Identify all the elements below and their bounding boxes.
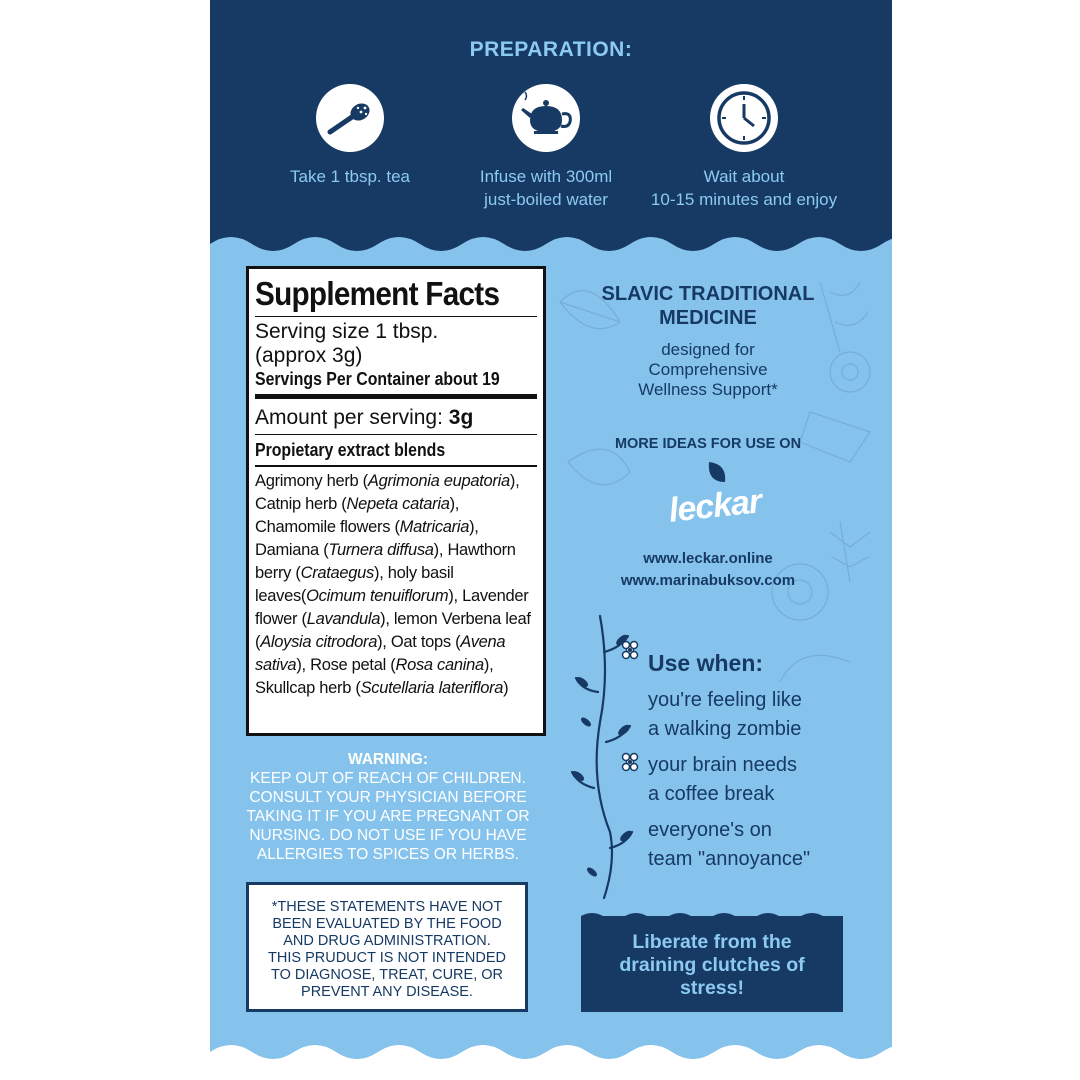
list-item xyxy=(648,686,858,744)
flower-vine-illustration xyxy=(570,612,642,902)
step-infuse xyxy=(446,84,646,211)
disclaimer-line: TO DIAGNOSE, TREAT, CURE, OR xyxy=(270,967,504,983)
disclaimer-line: AND DRUG ADMINISTRATION. xyxy=(283,933,491,949)
use-when-item-line: you're feeling like xyxy=(648,689,802,711)
step-wait xyxy=(644,84,844,211)
ingredient-name: Damiana ( xyxy=(255,541,329,559)
spoon-icon xyxy=(316,84,384,152)
ingredient-name: Lavender flower ( xyxy=(255,587,529,628)
website-link-2[interactable]: www.marinabuksov.com xyxy=(620,572,796,589)
supplement-facts-panel xyxy=(246,266,546,736)
use-when-list xyxy=(648,686,858,881)
product-label xyxy=(210,0,892,1080)
ingredient-end: ), xyxy=(448,587,458,605)
slogan-line-3: stress! xyxy=(680,977,744,999)
use-when-item-line: your brain needs xyxy=(648,754,797,776)
warning-line: NURSING. DO NOT USE IF YOU HAVE xyxy=(249,827,527,844)
leckar-logo: leckar xyxy=(667,482,763,530)
disclaimer-line: *THESE STATEMENTS HAVE NOT xyxy=(271,899,503,915)
serving-size-line-1: Serving size 1 tbsp. xyxy=(255,320,439,343)
ingredient-latin: Nepeta cataria xyxy=(346,495,450,513)
divider xyxy=(255,434,537,435)
disclaimer-line: THIS PRUDUCT IS NOT INTENDED xyxy=(268,950,506,966)
ingredient-name: Skullcap herb ( xyxy=(255,679,361,697)
use-when-title: Use when: xyxy=(648,650,764,676)
brand-subtitle-line-2: Comprehensive xyxy=(648,360,768,379)
ingredient-end: ), xyxy=(296,656,306,674)
ingredient-latin: Ocimum tenuiflorum xyxy=(306,587,449,605)
brand-subtitle xyxy=(570,340,846,400)
divider xyxy=(255,316,537,317)
warning-block xyxy=(240,750,536,864)
slogan-text xyxy=(581,931,843,1000)
ingredient-end: ), xyxy=(483,656,494,674)
slogan-line-1: Liberate from the xyxy=(632,931,792,953)
step-3-line-2: 10-15 minutes and enjoy xyxy=(650,190,838,209)
ingredient-latin: Turnera diffusa xyxy=(328,541,434,559)
preparation-title: PREPARATION: xyxy=(469,38,633,61)
brand-title xyxy=(570,282,846,330)
blend-title: Propietary extract blends xyxy=(255,440,446,460)
disclaimer-line: BEEN EVALUATED BY THE FOOD xyxy=(272,916,502,932)
use-when-item-line: everyone's on xyxy=(648,819,772,841)
website-links xyxy=(570,548,846,592)
warning-title: WARNING: xyxy=(347,751,429,768)
warning-line: TAKING IT IF YOU ARE PREGNANT OR xyxy=(246,808,530,825)
ingredient-latin: Agrimonia eupatoria xyxy=(367,472,510,490)
ingredient-latin: Aloysia citrodora xyxy=(260,633,378,651)
ingredient-latin: Rosa canina xyxy=(395,656,484,674)
warning-line: ALLERGIES TO SPICES OR HERBS. xyxy=(256,846,520,863)
preparation-band xyxy=(210,0,892,262)
top-wave-divider xyxy=(210,222,892,264)
amount-label: Amount per serving: xyxy=(255,406,449,429)
ingredient-name: Rose petal ( xyxy=(305,656,396,674)
bottom-wave-divider xyxy=(210,1030,892,1080)
serving-size-line-2: (approx 3g) xyxy=(255,344,363,367)
ingredient-latin: Matricaria xyxy=(399,518,470,536)
brand-subtitle-line-3: Wellness Support* xyxy=(638,380,778,399)
ingredient-end: ), xyxy=(509,472,520,490)
amount-per-serving xyxy=(255,405,537,431)
ingredient-end: ), xyxy=(433,541,444,559)
divider-thick xyxy=(255,394,537,399)
ingredient-latin: Crataegus xyxy=(300,564,375,582)
ingredient-end: ), xyxy=(377,633,387,651)
ingredient-latin: Avena sativa xyxy=(255,633,506,674)
ingredient-latin: Lavandula xyxy=(306,610,381,628)
ingredient-end: ), xyxy=(449,495,460,513)
ingredient-name: holy basil leaves( xyxy=(255,564,454,605)
use-when-item-line: a walking zombie xyxy=(648,718,802,740)
ingredient-name: Chamomile flowers ( xyxy=(255,518,400,536)
fda-disclaimer xyxy=(246,882,528,1012)
step-2-line-2: just-boiled water xyxy=(484,190,608,209)
step-1-line-1: Take 1 tbsp. tea xyxy=(289,167,411,186)
ingredient-end: ), xyxy=(469,518,479,536)
banner-wave-edge xyxy=(581,910,843,918)
slogan-line-2: draining clutches of xyxy=(619,954,805,976)
ingredient-name: Hawthorn berry ( xyxy=(255,541,516,582)
amount-value: 3g xyxy=(448,406,474,429)
ingredient-name: Agrimony herb ( xyxy=(255,472,368,490)
ingredient-name: Catnip herb ( xyxy=(255,495,347,513)
website-link-1[interactable]: www.leckar.online xyxy=(643,550,773,567)
divider xyxy=(255,465,537,467)
brand-subtitle-line-1: designed for xyxy=(661,340,755,359)
step-2-line-1: Infuse with 300ml xyxy=(479,167,613,186)
ingredient-name: Oat tops ( xyxy=(386,633,461,651)
brand-title-line-1: SLAVIC TRADITIONAL xyxy=(601,283,815,305)
ingredient-end: ), xyxy=(374,564,384,582)
use-when-item-line: a coffee break xyxy=(648,783,775,805)
slogan-banner xyxy=(581,916,843,1012)
clock-icon xyxy=(710,84,778,152)
teapot-icon xyxy=(512,84,580,152)
step-take-tea xyxy=(250,84,450,188)
warning-line: KEEP OUT OF REACH OF CHILDREN. xyxy=(250,770,526,787)
servings-per-container: Servings Per Container about 19 xyxy=(255,369,500,389)
ingredient-end: ) xyxy=(503,679,509,697)
use-when-item-line: team "annoyance" xyxy=(648,848,811,870)
ingredient-end: ), xyxy=(380,610,390,628)
list-item xyxy=(648,751,858,809)
supplement-facts-title: Supplement Facts xyxy=(255,275,500,312)
step-3-line-1: Wait about xyxy=(703,167,785,186)
warning-line: CONSULT YOUR PHYSICIAN BEFORE xyxy=(249,789,527,806)
more-ideas-label: MORE IDEAS FOR USE ON xyxy=(614,436,802,452)
disclaimer-line: PREVENT ANY DISEASE. xyxy=(301,984,473,1000)
ingredient-list xyxy=(255,470,537,700)
brand-title-line-2: MEDICINE xyxy=(659,307,757,329)
ingredient-latin: Scutellaria lateriflora xyxy=(360,679,504,697)
ingredient-name: lemon Verbena leaf ( xyxy=(255,610,531,651)
list-item xyxy=(648,816,858,874)
